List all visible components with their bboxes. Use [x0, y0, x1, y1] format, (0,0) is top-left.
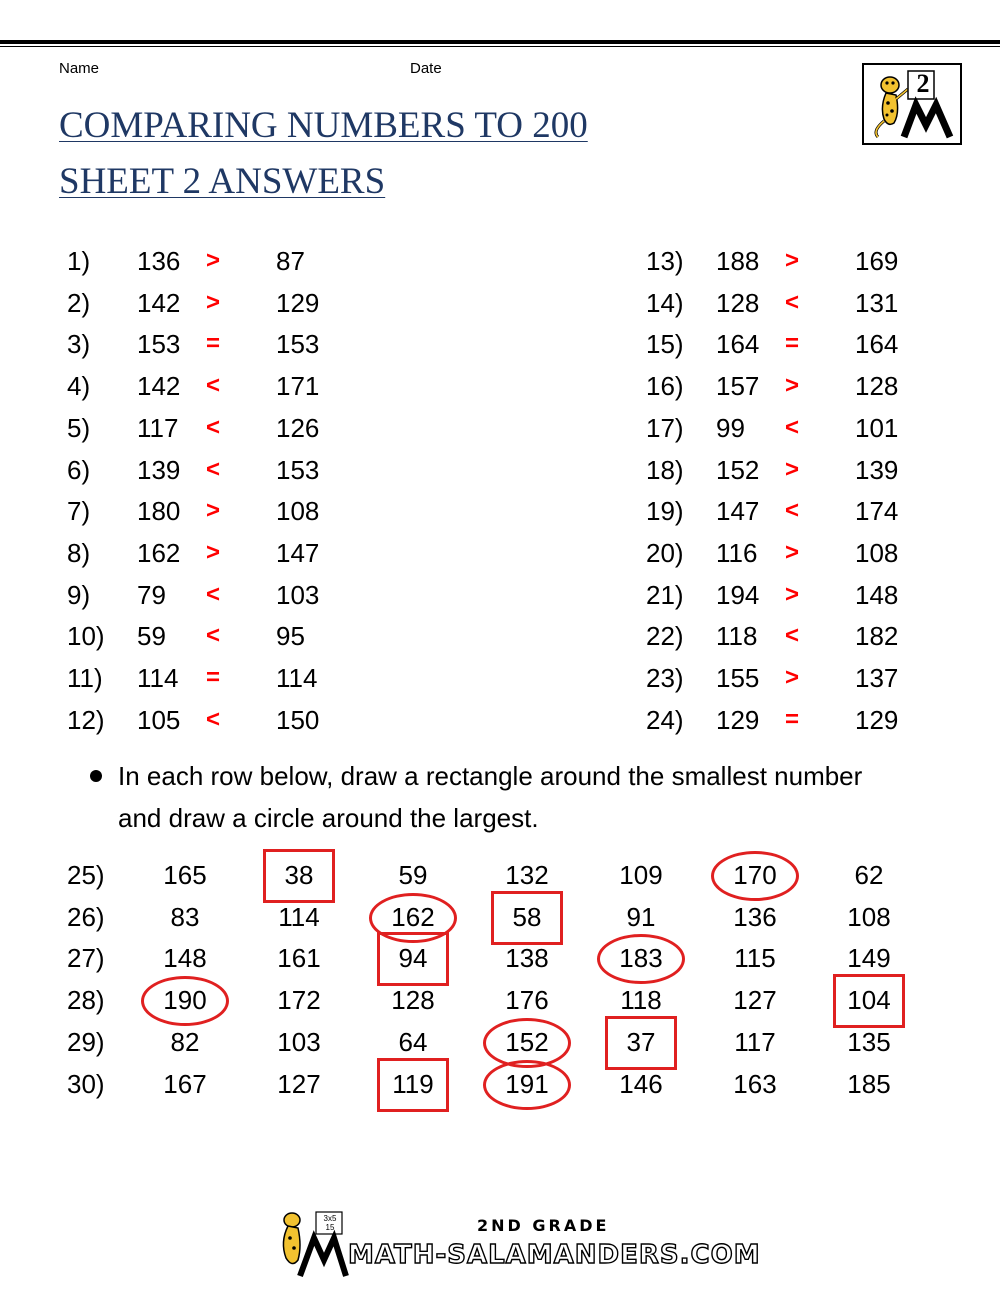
comparison-row: [646, 491, 946, 531]
smallest-number-rectangle: 58: [482, 897, 572, 937]
comparison-symbol: >: [206, 247, 221, 274]
question-number: 20): [646, 537, 684, 568]
question-number: 22): [646, 621, 684, 652]
first-number: 114: [137, 663, 179, 693]
row-number: 128: [391, 985, 435, 1016]
question-number: 13): [646, 246, 684, 276]
comparison-row: [67, 450, 367, 490]
comparison-symbol: <: [785, 413, 800, 441]
second-number: 150: [276, 704, 320, 735]
second-number: 114: [276, 663, 318, 693]
second-number: 103: [276, 579, 320, 610]
row-number: 62: [854, 860, 884, 890]
question-number: 24): [646, 704, 684, 735]
second-number: 95: [276, 621, 305, 652]
second-number: 131: [855, 287, 899, 318]
bullet-icon: [90, 770, 102, 782]
question-number: 29): [67, 1026, 105, 1057]
row-number: 127: [277, 1068, 321, 1099]
footer-logo: [272, 1210, 761, 1285]
question-number: 18): [646, 454, 684, 485]
question-number: 26): [67, 901, 105, 932]
second-number: 129: [276, 287, 320, 318]
row-number: 172: [277, 985, 321, 1016]
comparison-row: [67, 241, 367, 281]
first-number: 136: [137, 246, 181, 276]
second-number: 153: [276, 454, 320, 485]
comparison-symbol: <: [785, 497, 800, 525]
comparison-symbol: >: [785, 664, 800, 691]
first-number: 142: [137, 371, 181, 402]
largest-number-circle: 183: [596, 938, 686, 978]
date-label: Date: [410, 60, 442, 77]
question-number: 23): [646, 663, 684, 693]
second-number: 126: [276, 412, 320, 443]
comparison-symbol: <: [206, 580, 221, 608]
largest-number-circle: 162: [368, 897, 458, 937]
largest-number-circle: 191: [482, 1064, 572, 1104]
second-number: 169: [855, 246, 899, 276]
comparison-symbol: >: [785, 455, 800, 483]
second-number: 147: [276, 537, 320, 568]
row-number: 114: [278, 901, 320, 932]
smallest-number-rectangle: 37: [596, 1022, 686, 1062]
question-number: 27): [67, 943, 105, 974]
page-title: COMPARING NUMBERS TO 200: [59, 105, 588, 146]
largest-number-circle: 152: [482, 1022, 572, 1062]
comparison-row: [67, 658, 367, 698]
second-number: 153: [276, 329, 320, 360]
comparison-symbol: <: [206, 372, 221, 400]
comparison-symbol: <: [785, 288, 800, 316]
first-number: 118: [716, 621, 758, 652]
first-number: 139: [137, 454, 181, 485]
first-number: 194: [716, 579, 760, 610]
comparison-symbol: <: [206, 622, 221, 650]
comparison-row: [67, 408, 367, 448]
row-number: 127: [733, 985, 777, 1016]
number-row: [0, 980, 1000, 1020]
first-number: 180: [137, 496, 181, 527]
first-number: 188: [716, 246, 760, 276]
row-number: 165: [163, 860, 207, 890]
second-number: 139: [855, 454, 899, 485]
question-number: 15): [646, 329, 684, 360]
question-number: 30): [67, 1068, 105, 1099]
comparison-symbol: >: [206, 538, 221, 566]
second-number: 171: [276, 371, 320, 402]
question-number: 5): [67, 412, 91, 443]
smallest-number-rectangle: 38: [254, 855, 344, 895]
second-number: 164: [855, 329, 899, 360]
question-number: 1): [67, 246, 91, 276]
comparison-row: [67, 700, 367, 740]
row-number: 135: [847, 1026, 891, 1057]
question-number: 16): [646, 371, 684, 402]
comparison-symbol: =: [206, 664, 221, 691]
row-number: 117: [734, 1026, 776, 1057]
second-number: 182: [855, 621, 899, 652]
row-number: 83: [170, 901, 200, 932]
smallest-number-rectangle: 104: [824, 980, 914, 1020]
question-number: 11): [67, 663, 103, 693]
first-number: 116: [716, 537, 758, 568]
row-number: 64: [398, 1026, 428, 1057]
first-number: 129: [716, 704, 760, 735]
row-number: 185: [847, 1068, 891, 1099]
comparison-symbol: <: [785, 622, 800, 650]
logo-digit: 2: [916, 69, 930, 98]
comparison-row: [67, 575, 367, 615]
comparison-symbol: =: [785, 705, 800, 733]
comparison-symbol: >: [785, 372, 800, 400]
footer-site: MATH-SALAMANDERS.COM: [348, 1240, 761, 1270]
question-number: 9): [67, 579, 91, 610]
row-number: 167: [163, 1068, 207, 1099]
comparison-symbol: =: [785, 330, 800, 358]
comparison-row: [67, 616, 367, 656]
comparison-symbol: <: [206, 705, 221, 733]
grade-logo: [862, 63, 962, 145]
comparison-symbol: >: [206, 497, 221, 525]
number-row: [0, 1064, 1000, 1104]
question-number: 6): [67, 454, 91, 485]
question-number: 21): [646, 579, 684, 610]
comparison-row: [67, 283, 367, 323]
comparison-symbol: >: [206, 288, 221, 316]
row-number: 118: [620, 985, 662, 1016]
smallest-number-rectangle: 94: [368, 938, 458, 978]
first-number: 59: [137, 621, 166, 652]
comparison-row: [646, 616, 946, 656]
question-number: 2): [67, 287, 91, 318]
question-number: 19): [646, 496, 684, 527]
number-row: [0, 1022, 1000, 1062]
second-number: 128: [855, 371, 899, 402]
top-rule: [0, 40, 1000, 47]
question-number: 12): [67, 704, 105, 735]
row-number: 115: [734, 943, 776, 974]
row-number: 108: [847, 901, 891, 932]
question-number: 8): [67, 537, 91, 568]
question-number: 25): [67, 860, 105, 890]
row-number: 161: [277, 943, 321, 974]
first-number: 164: [716, 329, 760, 360]
question-number: 7): [67, 496, 91, 527]
first-number: 152: [716, 454, 760, 485]
question-number: 3): [67, 329, 91, 360]
first-number: 79: [137, 579, 166, 610]
comparison-row: [67, 366, 367, 406]
comparison-symbol: <: [206, 413, 221, 441]
row-number: 59: [398, 860, 428, 890]
first-number: 153: [137, 329, 181, 360]
comparison-symbol: =: [206, 330, 221, 358]
row-number: 103: [277, 1026, 321, 1057]
comparison-row: [646, 700, 946, 740]
question-number: 17): [646, 412, 684, 443]
comparison-row: [646, 283, 946, 323]
comparison-row: [646, 575, 946, 615]
comparison-symbol: <: [206, 455, 221, 483]
second-number: 137: [855, 663, 899, 693]
row-number: 136: [733, 901, 777, 932]
comparison-row: [646, 533, 946, 573]
first-number: 162: [137, 537, 181, 568]
comparison-row: [67, 324, 367, 364]
first-number: 157: [716, 371, 760, 402]
second-number: 108: [276, 496, 320, 527]
comparison-row: [646, 408, 946, 448]
row-number: 138: [505, 943, 549, 974]
row-number: 146: [619, 1068, 663, 1099]
comparison-row: [646, 658, 946, 698]
comparison-row: [646, 366, 946, 406]
comparison-row: [67, 491, 367, 531]
comparison-row: [646, 324, 946, 364]
comparison-symbol: >: [785, 247, 800, 274]
smallest-number-rectangle: 119: [368, 1064, 458, 1104]
number-row: [0, 897, 1000, 937]
largest-number-circle: 190: [140, 980, 230, 1020]
second-number: 174: [855, 496, 899, 527]
first-number: 147: [716, 496, 760, 527]
question-number: 4): [67, 371, 91, 402]
row-number: 163: [733, 1068, 777, 1099]
comparison-row: [646, 241, 946, 281]
first-number: 155: [716, 663, 760, 693]
first-number: 99: [716, 412, 745, 443]
first-number: 142: [137, 287, 181, 318]
first-number: 117: [137, 412, 179, 443]
second-number: 108: [855, 537, 899, 568]
instruction-line-2: and draw a circle around the largest.: [118, 803, 539, 833]
first-number: 105: [137, 704, 181, 735]
instruction-line-1: In each row below, draw a rectangle around the smallest number: [118, 761, 863, 791]
second-number: 148: [855, 579, 899, 610]
comparison-row: [67, 533, 367, 573]
second-number: 87: [276, 246, 305, 276]
largest-number-circle: 170: [710, 855, 800, 895]
row-number: 148: [163, 943, 207, 974]
row-number: 82: [170, 1026, 200, 1057]
comparison-row: [646, 450, 946, 490]
footer-grade: 2ND GRADE: [477, 1216, 610, 1235]
second-number: 129: [855, 704, 899, 735]
row-number: 109: [619, 860, 663, 890]
row-number: 91: [626, 901, 656, 932]
comparison-symbol: >: [785, 580, 800, 608]
comparison-symbol: >: [785, 538, 800, 566]
question-number: 14): [646, 287, 684, 318]
row-number: 149: [847, 943, 891, 974]
footer-badge: 3x5 15: [323, 1214, 337, 1232]
first-number: 128: [716, 287, 760, 318]
number-row: [0, 855, 1000, 895]
row-number: 176: [505, 985, 549, 1016]
second-number: 101: [855, 412, 899, 443]
page-subtitle: SHEET 2 ANSWERS: [59, 161, 386, 202]
number-row: [0, 938, 1000, 978]
row-number: 132: [505, 860, 549, 890]
name-label: Name: [59, 60, 100, 77]
question-number: 10): [67, 621, 105, 652]
question-number: 28): [67, 985, 105, 1016]
